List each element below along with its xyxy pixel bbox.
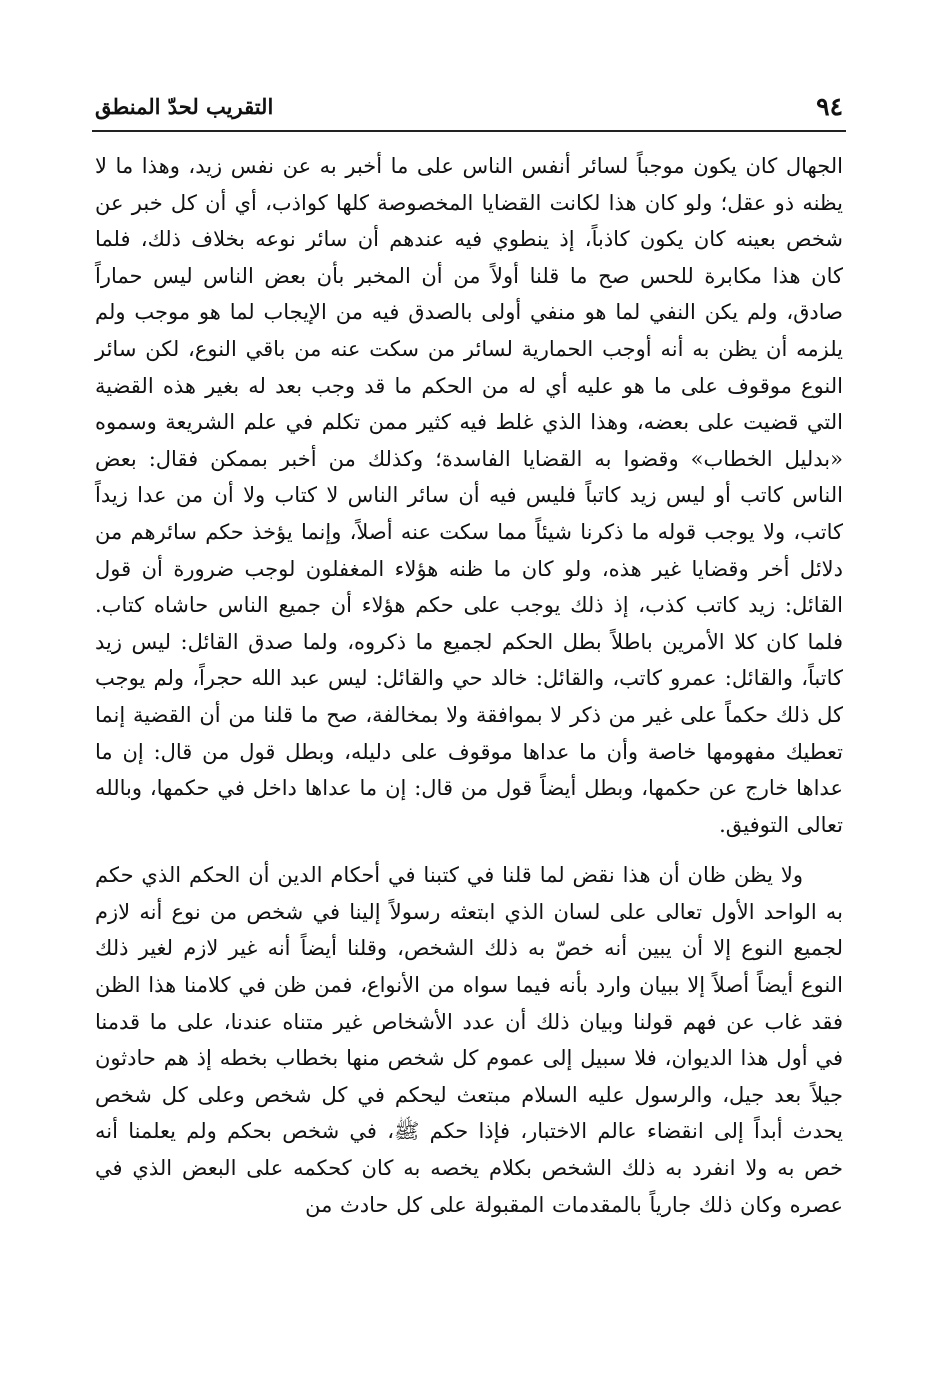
paragraph: ولا يظن ظان أن هذا نقض لما قلنا في كتبنا في أحكام الدين أن الحكم الذي حكم به الواحد الأول تعالى على لسان الذي ابتعثه رسولاً إلينا في شخص من نوع أنه لازم لجميع النوع إلا أن يبين أنه خصّ به ذلك الشخص، وقلنا أيضاً أنه غير لازم لغير ذلك النوع أيضاً أصلاً إلا ببيان وارد بأنه فيما سواه من الأنواع، فمن ظن في كلامنا هذا الظن فقد غاب عن فهم قولنا وبيان ذلك أن عدد الأشخاص غير متناه عندنا، على ما قدمنا في أول هذا الديوان، فلا سبيل إلى عموم كل شخص منها بخطاب بخطه إذ هم حادثون جيلاً بعد جيل، والرسول عليه السلام مبتعث ليحكم في كل شخص وعلى كل شخص يحدث أبداً إلى انقضاء عالم الاختبار، فإذا حكم ﷺ، في شخص بحكم ولم يعلمنا أنه خص به ولا انفرد به ذلك الشخص بكلام يخصه به كان كحكمه على البعض الذي في عصره وكان ذلك جارياً بالمقدمات المقبولة على كل حادث من	[95, 863, 843, 1217]
running-title: التقريب لحدّ المنطق	[95, 94, 274, 119]
body-text	[95, 148, 843, 1223]
header-rule	[92, 130, 846, 132]
page-number: ٩٤	[816, 92, 843, 121]
paragraph: الجهال كان يكون موجباً لسائر أنفس الناس على ما أخبر به عن نفس زيد، وهذا ما لا يظنه ذو عقل؛ ولو كان هذا لكانت القضايا المخصوصة كلها كواذب، أي أن كل خبر عن شخص بعينه كان يكون كاذباً، إذ ينطوي فيه عندهم أن سائر نوعه بخلاف ذلك، فلما كان هذا مكابرة للحس صح ما قلنا أولاً من أن المخبر بأن بعض الناس ليس حماراً صادق، ولم يكن النفي لما هو منفي أولى بالصدق فيه من الإيجاب لما هو موجب ولم يلزمه أن يظن به أنه أوجب الحمارية لسائر من سكت عنه من باقي النوع، لكن سائر النوع موقوف على ما هو عليه أي له من الحكم ما قد وجب بعد له بغير هذه القضية التي قضيت على بعضه، وهذا الذي غلط فيه كثير ممن تكلم في علم الشريعة وسموه «بدليل الخطاب» وقضوا به القضايا الفاسدة؛ وكذلك من أخبر بممكن فقال: بعض الناس كاتب أو ليس زيد كاتباً فليس فيه أن سائر الناس لا كتاب ولا أن من عدا زيداً كاتب، ولا يوجب قوله ما ذكرنا شيئاً مما سكت عنه أصلاً، وإنما يؤخذ حكم سائرهم من دلائل أخر وقضايا غير هذه، ولو كان ما ظنه هؤلاء المغفلون لوجب ضرورة أن قول القائل: زيد كاتب كذب، إذ ذلك يوجب على حكم هؤلاء أن جميع الناس حاشاه كتاب. فلما كان كلا الأمرين باطلاً بطل الحكم لجميع ما ذكروه، ولما صدق القائل: ليس زيد كاتباً، والقائل: عمرو كاتب، والقائل: خالد حي والقائل: ليس عبد الله حجراً، ولم يوجب كل ذلك حكماً على غير من ذكر لا بموافقة ولا بمخالفة، صح ما قلنا من أن القضية إنما تعطيك مفهومها خاصة وأن ما عداها موقوف على دليله، وبطل قول من قال: إن ما عداها خارج عن حكمها، وبطل أيضاً قول من قال: إن ما عداها داخل في حكمها، وبالله تعالى التوفيق.	[95, 154, 843, 837]
running-head	[95, 86, 843, 126]
